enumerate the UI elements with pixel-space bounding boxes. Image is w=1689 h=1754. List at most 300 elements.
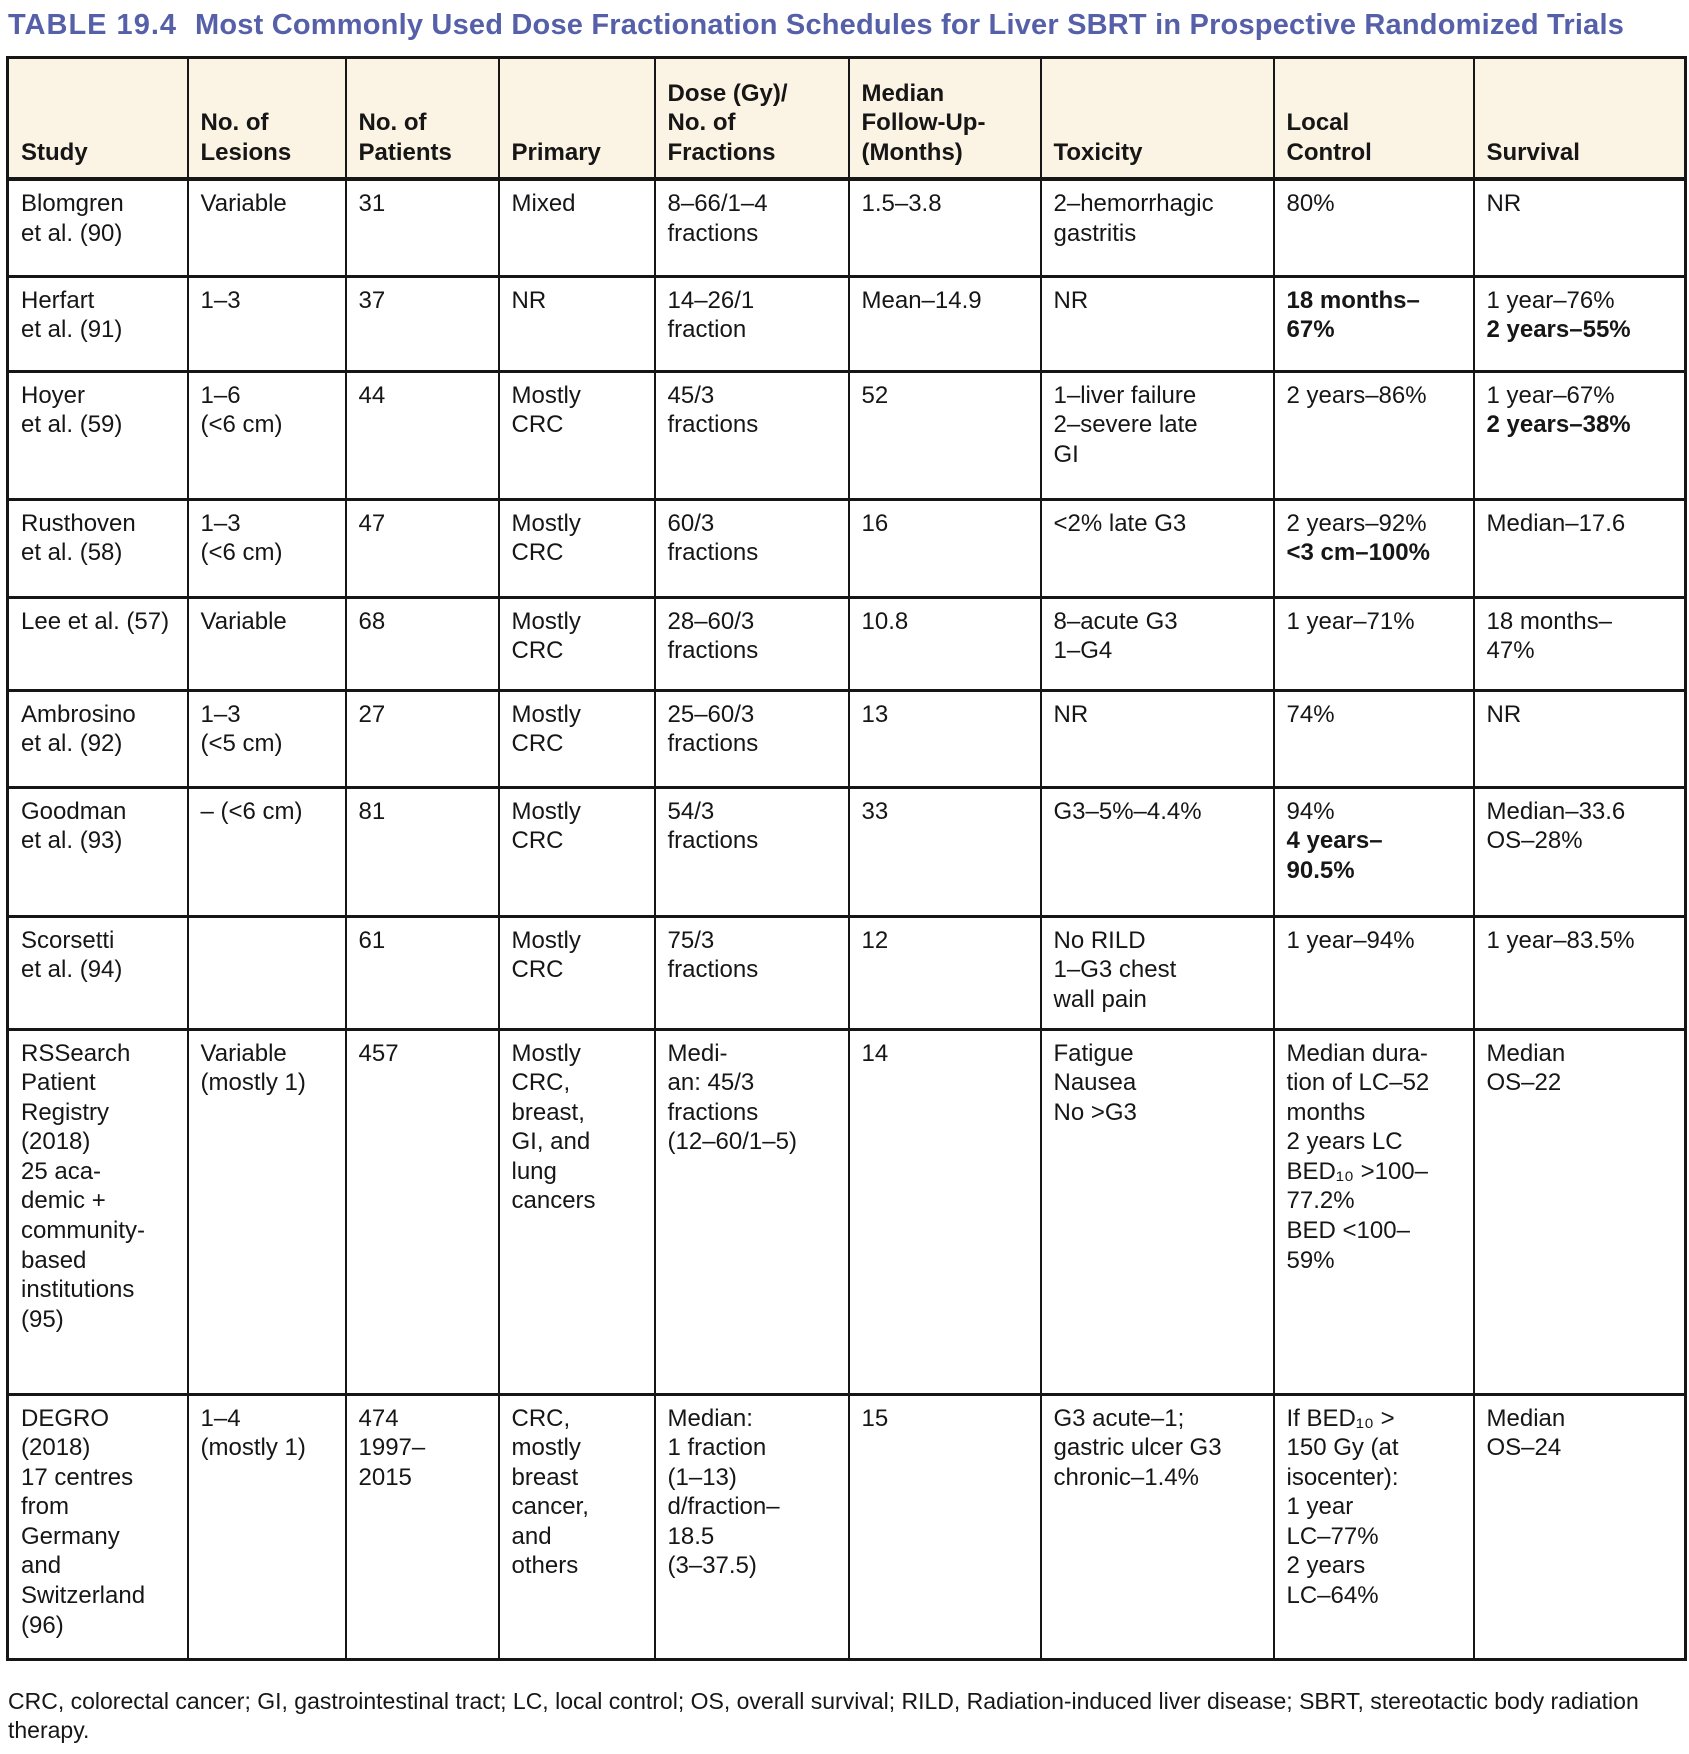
cell-line: NR xyxy=(1486,700,1522,728)
cell-line: CRC xyxy=(511,827,564,855)
column-header xyxy=(1474,57,1686,179)
cell-line: Mixed xyxy=(511,190,576,218)
cell-line: d/fraction– xyxy=(667,1493,780,1521)
dose-fractionation-table xyxy=(6,56,1687,1661)
cell-line: from xyxy=(21,1493,69,1521)
table-cell xyxy=(1041,916,1274,1029)
cell-line: GI xyxy=(1053,440,1079,468)
table-cell xyxy=(8,690,188,787)
table-cell xyxy=(655,179,849,276)
cell-line: No >G3 xyxy=(1053,1098,1137,1126)
cell-line: Switzerland xyxy=(21,1581,146,1609)
table-footnote: CRC, colorectal cancer; GI, gastrointestinal tract; LC, local control; OS, overall survival; RILD, Radiation-induced liver disease; SBRT, stereotactic body radiation therapy. xyxy=(8,1687,1639,1743)
cell-line: 47% xyxy=(1486,637,1535,665)
cell-line: cancer, xyxy=(511,1493,589,1521)
cell-line: Primary xyxy=(511,138,601,166)
cell-line: G3–5%–4.4% xyxy=(1053,797,1202,825)
cell-line: Mostly xyxy=(511,509,581,537)
table-cell xyxy=(655,276,849,371)
cell-line: Median: xyxy=(667,1404,753,1432)
table-cell xyxy=(849,1394,1041,1659)
cell-line: demic + xyxy=(21,1187,106,1215)
cell-line: Mostly xyxy=(511,797,581,825)
cell-line: (Months) xyxy=(861,138,963,166)
cell-line: Variable xyxy=(200,607,287,635)
table-cell xyxy=(1274,1029,1474,1394)
cell-line: gastritis xyxy=(1053,219,1137,247)
cell-line: (<6 cm) xyxy=(200,411,283,439)
table-cell xyxy=(346,690,499,787)
cell-line: Mostly xyxy=(511,700,581,728)
table-row xyxy=(8,597,1686,690)
cell-line: No RILD xyxy=(1053,926,1146,954)
table-cell xyxy=(1474,1029,1686,1394)
table-cell xyxy=(499,179,655,276)
table-cell xyxy=(8,371,188,499)
cell-line: 2 years–92% xyxy=(1286,509,1427,537)
table-cell xyxy=(655,916,849,1029)
cell-line: Median–17.6 xyxy=(1486,509,1626,537)
cell-line: 60/3 xyxy=(667,509,715,537)
cell-line: 28–60/3 xyxy=(667,607,755,635)
table-cell xyxy=(1274,1394,1474,1659)
cell-line: (mostly 1) xyxy=(200,1434,306,1462)
column-header xyxy=(1274,57,1474,179)
table-cell xyxy=(1274,916,1474,1029)
cell-line: 27 xyxy=(358,700,386,728)
table-cell xyxy=(1474,179,1686,276)
cell-line: 14–26/1 xyxy=(667,286,755,314)
cell-line: Toxicity xyxy=(1053,138,1143,166)
table-cell xyxy=(1474,597,1686,690)
table-cell xyxy=(1041,787,1274,916)
cell-line: 16 xyxy=(861,509,889,537)
table-cell xyxy=(188,179,346,276)
cell-line: et al. (93) xyxy=(21,827,123,855)
cell-line: 18 months– xyxy=(1286,286,1420,314)
cell-line: 1–G4 xyxy=(1053,637,1113,665)
cell-line: <2% late G3 xyxy=(1053,509,1187,537)
cell-line: 13 xyxy=(861,700,889,728)
table-row xyxy=(8,787,1686,916)
table-cell xyxy=(188,1394,346,1659)
cell-line: 1–liver failure xyxy=(1053,381,1197,409)
table-cell xyxy=(188,1029,346,1394)
cell-line: 2 years–38% xyxy=(1486,411,1631,439)
cell-line: 14 xyxy=(861,1039,889,1067)
cell-line: 150 Gy (at xyxy=(1286,1434,1399,1462)
cell-line: – (<6 cm) xyxy=(200,797,303,825)
table-cell xyxy=(188,276,346,371)
table-cell xyxy=(1041,1394,1274,1659)
table-cell xyxy=(655,499,849,597)
cell-line: 74% xyxy=(1286,700,1335,728)
cell-line: 2–severe late xyxy=(1053,411,1198,439)
table-row xyxy=(8,371,1686,499)
cell-line: 1–4 xyxy=(200,1404,241,1432)
cell-line: and xyxy=(511,1522,552,1550)
table-cell xyxy=(499,499,655,597)
cell-line: 18.5 xyxy=(667,1522,715,1550)
table-cell xyxy=(1274,690,1474,787)
table-row xyxy=(8,179,1686,276)
table-cell xyxy=(655,597,849,690)
table-cell xyxy=(655,1394,849,1659)
table-cell xyxy=(655,1029,849,1394)
cell-line: 2 years–86% xyxy=(1286,381,1427,409)
cell-line: (1–13) xyxy=(667,1463,737,1491)
cell-line: 2–hemorrhagic xyxy=(1053,190,1214,218)
cell-line: tion of LC–52 xyxy=(1286,1069,1430,1097)
table-cell xyxy=(1474,499,1686,597)
cell-line: fractions xyxy=(667,730,759,758)
cell-line: 17 centres xyxy=(21,1463,134,1491)
cell-line: Herfart xyxy=(21,286,95,314)
cell-line: et al. (91) xyxy=(21,316,123,344)
cell-line: et al. (58) xyxy=(21,539,123,567)
cell-line: 2 years–55% xyxy=(1486,316,1631,344)
table-cell xyxy=(1474,787,1686,916)
table-cell xyxy=(1474,276,1686,371)
cell-line: Ambrosino xyxy=(21,700,136,728)
cell-line: No. of xyxy=(200,109,269,137)
table-cell xyxy=(849,787,1041,916)
cell-line: DEGRO xyxy=(21,1404,110,1432)
column-header xyxy=(346,57,499,179)
table-cell xyxy=(1474,1394,1686,1659)
cell-line: Goodman xyxy=(21,797,127,825)
cell-line: If BED₁₀ > xyxy=(1286,1404,1395,1432)
cell-line: Lee et al. (57) xyxy=(21,607,170,635)
cell-line: 81 xyxy=(358,797,386,825)
table-cell xyxy=(8,1394,188,1659)
table-cell xyxy=(188,916,346,1029)
table-cell xyxy=(8,787,188,916)
cell-line: 12 xyxy=(861,926,889,954)
cell-line: fractions xyxy=(667,956,759,984)
table-cell xyxy=(1041,499,1274,597)
cell-line: lung xyxy=(511,1157,557,1185)
table-cell xyxy=(188,597,346,690)
table-body xyxy=(8,179,1686,1659)
table-title-text: Most Commonly Used Dose Fractionation Schedules for Liver SBRT in Prospective Randomized Trials xyxy=(195,9,1625,41)
table-cell xyxy=(8,1029,188,1394)
cell-line: 1 year–94% xyxy=(1286,926,1415,954)
cell-line: 8–66/1–4 xyxy=(667,190,768,218)
cell-line: 37 xyxy=(358,286,386,314)
table-cell xyxy=(8,916,188,1029)
table-cell xyxy=(499,371,655,499)
table-cell xyxy=(346,499,499,597)
cell-line: 1 year–76% xyxy=(1486,286,1615,314)
cell-line: NR xyxy=(1486,190,1522,218)
cell-line: Mostly xyxy=(511,381,581,409)
cell-line: Mostly xyxy=(511,1039,581,1067)
cell-line: 2 years LC xyxy=(1286,1128,1403,1156)
cell-line: 1–3 xyxy=(200,286,241,314)
cell-line: 77.2% xyxy=(1286,1187,1355,1215)
cell-line: Medi- xyxy=(667,1039,728,1067)
table-cell xyxy=(346,371,499,499)
cell-line: (<5 cm) xyxy=(200,730,283,758)
cell-line: Blomgren xyxy=(21,190,124,218)
table-cell xyxy=(499,276,655,371)
cell-line: 1 year xyxy=(1286,1493,1354,1521)
cell-line: 52 xyxy=(861,381,889,409)
cell-line: Nausea xyxy=(1053,1069,1137,1097)
cell-line: 31 xyxy=(358,190,386,218)
cell-line: Local xyxy=(1286,109,1350,137)
column-header xyxy=(499,57,655,179)
table-cell xyxy=(849,597,1041,690)
cell-line: CRC xyxy=(511,956,564,984)
cell-line: 15 xyxy=(861,1404,889,1432)
cell-line: Fatigue xyxy=(1053,1039,1134,1067)
column-header xyxy=(849,57,1041,179)
cell-line: GI, and xyxy=(511,1128,591,1156)
cell-line: CRC, xyxy=(511,1404,571,1432)
cell-line: cancers xyxy=(511,1187,596,1215)
cell-line: (2018) xyxy=(21,1434,91,1462)
cell-line: fractions xyxy=(667,219,759,247)
cell-line: 25–60/3 xyxy=(667,700,755,728)
table-cell xyxy=(1041,1029,1274,1394)
cell-line: breast xyxy=(511,1463,579,1491)
table-cell xyxy=(849,179,1041,276)
cell-line: et al. (59) xyxy=(21,411,123,439)
cell-line: CRC xyxy=(511,637,564,665)
cell-line: NR xyxy=(1053,286,1089,314)
cell-line: CRC xyxy=(511,730,564,758)
table-row xyxy=(8,1394,1686,1659)
cell-line: OS–22 xyxy=(1486,1069,1562,1097)
table-cell xyxy=(1474,690,1686,787)
cell-line: Registry xyxy=(21,1098,110,1126)
table-cell xyxy=(499,597,655,690)
table-cell xyxy=(8,179,188,276)
cell-line: 10.8 xyxy=(861,607,909,635)
column-header xyxy=(1041,57,1274,179)
cell-line: Survival xyxy=(1486,138,1580,166)
table-cell xyxy=(849,916,1041,1029)
cell-line: (96) xyxy=(21,1611,64,1639)
cell-line: No. of xyxy=(667,109,736,137)
table-cell xyxy=(346,597,499,690)
table-row xyxy=(8,276,1686,371)
cell-line: Patient xyxy=(21,1069,96,1097)
cell-line: Dose (Gy)/ xyxy=(667,79,788,107)
cell-line: isocenter): xyxy=(1286,1463,1399,1491)
cell-line: 90.5% xyxy=(1286,856,1355,884)
cell-line: fractions xyxy=(667,411,759,439)
cell-line: CRC xyxy=(511,539,564,567)
cell-line: 18 months– xyxy=(1486,607,1612,635)
cell-line: 1–3 xyxy=(200,700,241,728)
cell-line: 1997– xyxy=(358,1434,426,1462)
table-row xyxy=(8,499,1686,597)
cell-line: Variable xyxy=(200,1039,287,1067)
table-cell xyxy=(499,916,655,1029)
cell-line: Variable xyxy=(200,190,287,218)
cell-line: G3 acute–1; xyxy=(1053,1404,1185,1432)
table-cell xyxy=(1274,371,1474,499)
table-cell xyxy=(1274,597,1474,690)
cell-line: 2015 xyxy=(358,1463,412,1491)
cell-line: 59% xyxy=(1286,1246,1335,1274)
cell-line: LC–77% xyxy=(1286,1522,1379,1550)
cell-line: CRC, xyxy=(511,1069,571,1097)
cell-line: fractions xyxy=(667,827,759,855)
cell-line: gastric ulcer G3 xyxy=(1053,1434,1222,1462)
table-cell xyxy=(188,787,346,916)
cell-line: 33 xyxy=(861,797,889,825)
cell-line: 94% xyxy=(1286,797,1335,825)
table-cell xyxy=(499,690,655,787)
cell-line: (2018) xyxy=(21,1128,91,1156)
table-cell xyxy=(346,787,499,916)
cell-line: wall pain xyxy=(1053,985,1147,1013)
cell-line: 1 fraction xyxy=(667,1434,767,1462)
table-cell xyxy=(849,499,1041,597)
table-cell xyxy=(8,276,188,371)
cell-line: OS–28% xyxy=(1486,827,1583,855)
cell-line: 1–6 xyxy=(200,381,241,409)
cell-line: Patients xyxy=(358,138,452,166)
table-cell xyxy=(8,597,188,690)
cell-line: fractions xyxy=(667,637,759,665)
table-cell xyxy=(499,1394,655,1659)
table-cell xyxy=(849,1029,1041,1394)
table-cell xyxy=(346,179,499,276)
cell-line: 2 years xyxy=(1286,1552,1366,1580)
cell-line: and xyxy=(21,1552,62,1580)
cell-line: Hoyer xyxy=(21,381,86,409)
cell-line: (95) xyxy=(21,1305,64,1333)
cell-line: LC–64% xyxy=(1286,1581,1379,1609)
table-cell xyxy=(1041,371,1274,499)
table-cell xyxy=(346,916,499,1029)
cell-line: 80% xyxy=(1286,190,1335,218)
cell-line: Median–33.6 xyxy=(1486,797,1626,825)
cell-line: fractions xyxy=(667,539,759,567)
cell-line: NR xyxy=(511,286,547,314)
table-cell xyxy=(346,1394,499,1659)
cell-line: 68 xyxy=(358,607,386,635)
table-cell xyxy=(1474,916,1686,1029)
cell-line: 61 xyxy=(358,926,386,954)
cell-line: 1 year–67% xyxy=(1486,381,1615,409)
cell-line: institutions xyxy=(21,1276,135,1304)
cell-line: based xyxy=(21,1246,87,1274)
table-cell xyxy=(655,371,849,499)
table-cell xyxy=(849,690,1041,787)
table-cell xyxy=(655,787,849,916)
column-header xyxy=(655,57,849,179)
table-cell xyxy=(1274,276,1474,371)
cell-line: 8–acute G3 xyxy=(1053,607,1178,635)
cell-line: Median xyxy=(861,79,945,107)
table-row xyxy=(8,1029,1686,1394)
table-cell xyxy=(1041,690,1274,787)
table-cell xyxy=(346,1029,499,1394)
cell-line: Control xyxy=(1286,138,1372,166)
table-cell xyxy=(1274,499,1474,597)
cell-line: et al. (92) xyxy=(21,730,123,758)
cell-line: Mostly xyxy=(511,607,581,635)
cell-line: Scorsetti xyxy=(21,926,115,954)
cell-line: 474 xyxy=(358,1404,399,1432)
table-cell xyxy=(188,499,346,597)
cell-line: No. of xyxy=(358,109,427,137)
cell-line: (12–60/1–5) xyxy=(667,1128,797,1156)
cell-line: fraction xyxy=(667,316,747,344)
cell-line: mostly xyxy=(511,1434,581,1462)
cell-line: 1 year–83.5% xyxy=(1486,926,1635,954)
cell-line: 67% xyxy=(1286,316,1335,344)
cell-line: 1–3 xyxy=(200,509,241,537)
cell-line: Median xyxy=(1486,1039,1566,1067)
table-cell xyxy=(1041,276,1274,371)
cell-line: NR xyxy=(1053,700,1089,728)
cell-line: community- xyxy=(21,1216,146,1244)
table-cell xyxy=(188,371,346,499)
table-title xyxy=(6,6,1685,56)
table-cell xyxy=(655,690,849,787)
cell-line: CRC xyxy=(511,411,564,439)
cell-line: 47 xyxy=(358,509,386,537)
cell-line: fractions xyxy=(667,1098,759,1126)
table-row xyxy=(8,916,1686,1029)
cell-line: (3–37.5) xyxy=(667,1552,757,1580)
table-cell xyxy=(849,371,1041,499)
cell-line: months xyxy=(1286,1098,1366,1126)
cell-line: 44 xyxy=(358,381,386,409)
cell-line: 1 year–71% xyxy=(1286,607,1415,635)
cell-line: Follow-Up- xyxy=(861,109,986,137)
cell-line: 457 xyxy=(358,1039,399,1067)
header-row xyxy=(8,57,1686,179)
cell-line: Study xyxy=(21,138,88,166)
cell-line: Germany xyxy=(21,1522,120,1550)
cell-line: OS–24 xyxy=(1486,1434,1562,1462)
table-cell xyxy=(8,499,188,597)
cell-line: Lesions xyxy=(200,138,292,166)
table-cell xyxy=(499,1029,655,1394)
cell-line: BED <100– xyxy=(1286,1216,1410,1244)
table-cell xyxy=(849,276,1041,371)
table-cell xyxy=(346,276,499,371)
column-header xyxy=(188,57,346,179)
cell-line: (<6 cm) xyxy=(200,539,283,567)
table-header xyxy=(8,57,1686,179)
cell-line: 54/3 xyxy=(667,797,715,825)
cell-line: et al. (90) xyxy=(21,219,123,247)
table-cell xyxy=(188,690,346,787)
cell-line: chronic–1.4% xyxy=(1053,1463,1199,1491)
table-cell xyxy=(1474,371,1686,499)
cell-line: breast, xyxy=(511,1098,585,1126)
table-cell xyxy=(1274,787,1474,916)
cell-line: 75/3 xyxy=(667,926,715,954)
cell-line: Rusthoven xyxy=(21,509,136,537)
table-cell xyxy=(499,787,655,916)
cell-line: BED₁₀ >100– xyxy=(1286,1157,1428,1185)
cell-line: 1.5–3.8 xyxy=(861,190,942,218)
cell-line: an: 45/3 xyxy=(667,1069,755,1097)
cell-line: Median xyxy=(1486,1404,1566,1432)
cell-line: Fractions xyxy=(667,138,776,166)
cell-line: 25 aca- xyxy=(21,1157,102,1185)
